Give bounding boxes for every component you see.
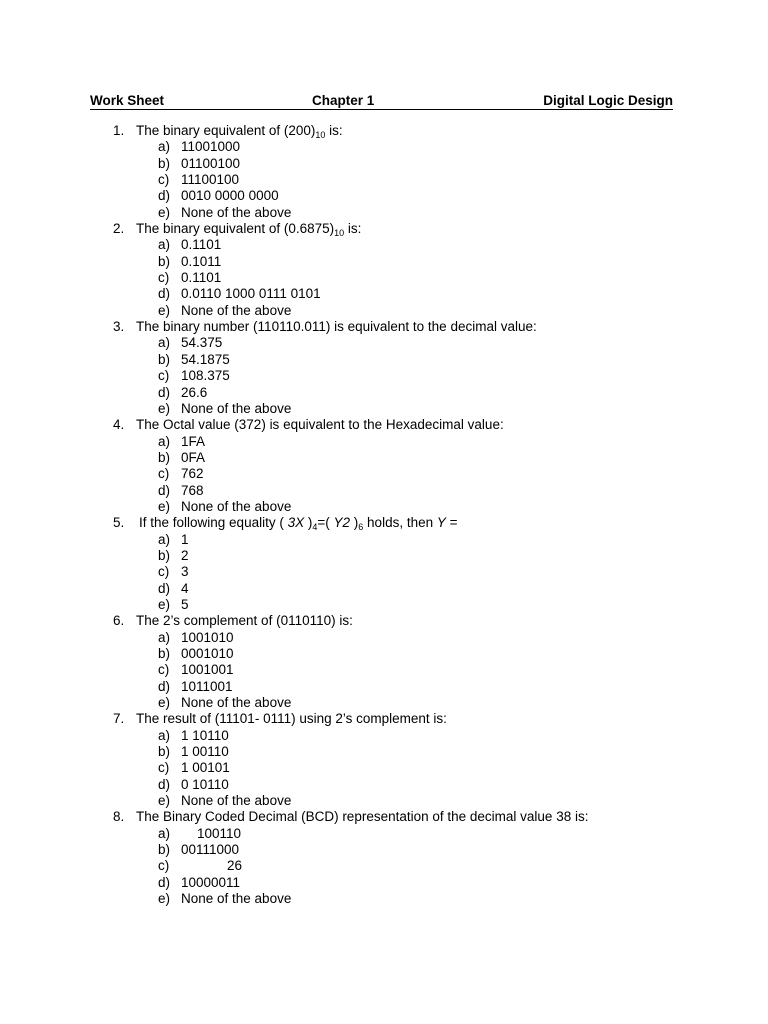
option-text: 26	[227, 858, 243, 874]
option-letter: d)	[158, 580, 171, 596]
option-3b	[0, 352, 768, 368]
header-chapter-label: Chapter 1	[312, 93, 375, 108]
option-5d	[0, 581, 768, 597]
option-text: 54.375	[181, 335, 223, 351]
option-letter: e)	[158, 891, 171, 907]
option-text: 5	[181, 596, 189, 612]
option-letter: a)	[158, 531, 171, 547]
option-text: 0.0110 1000 0111 0101	[181, 286, 321, 302]
option-letter: d)	[158, 776, 171, 792]
question-3	[0, 319, 768, 335]
question-number: 2.	[113, 221, 125, 237]
option-text: 1 10110	[181, 727, 229, 743]
option-letter: a)	[158, 237, 171, 253]
option-letter: c)	[158, 466, 170, 482]
option-text: 1	[181, 531, 189, 547]
option-text: 762	[181, 466, 204, 482]
option-6c	[0, 662, 768, 678]
question-text: The Binary Coded Decimal (BCD) representation of the decimal value 38 is:	[136, 809, 589, 825]
option-letter: d)	[158, 482, 171, 498]
option-letter: d)	[158, 678, 171, 694]
option-letter: a)	[158, 825, 171, 841]
question-number: 8.	[113, 809, 125, 825]
option-letter: d)	[158, 384, 171, 400]
option-letter: d)	[158, 188, 171, 204]
option-5e	[0, 597, 768, 613]
worksheet-header	[90, 92, 673, 110]
option-letter: e)	[158, 204, 171, 220]
option-8a	[0, 826, 768, 842]
option-5c	[0, 564, 768, 580]
option-8b	[0, 842, 768, 858]
option-letter: e)	[158, 596, 171, 612]
question-2	[0, 221, 768, 237]
option-2b	[0, 254, 768, 270]
option-6e	[0, 695, 768, 711]
option-text: 10000011	[181, 874, 241, 890]
question-text: If the following equality ( 3X )$_4=$( Y2 )$_6$ holds, then Y =	[139, 515, 458, 533]
option-text: None of the above	[181, 793, 292, 809]
option-letter: b)	[158, 155, 171, 171]
option-letter: a)	[158, 727, 171, 743]
option-1c	[0, 172, 768, 188]
option-letter: c)	[158, 760, 170, 776]
option-text: 1011001	[181, 678, 233, 694]
option-letter: a)	[158, 433, 171, 449]
question-number: 3.	[113, 319, 125, 335]
option-letter: c)	[158, 858, 170, 874]
option-letter: b)	[158, 449, 171, 465]
option-5a	[0, 532, 768, 548]
option-letter: e)	[158, 302, 171, 318]
option-text: 2	[181, 547, 189, 563]
option-text: 0001010	[181, 646, 234, 661]
option-text: 4	[181, 580, 189, 596]
question-number: 7.	[113, 711, 125, 727]
option-text: 100110	[197, 825, 242, 841]
option-text: None of the above	[181, 302, 292, 318]
option-7b	[0, 744, 768, 760]
option-text: 54.1875	[181, 351, 230, 367]
option-4c	[0, 466, 768, 482]
option-8c	[0, 858, 768, 874]
option-text: 11001000	[181, 139, 241, 155]
option-1a	[0, 139, 768, 155]
option-text: None of the above	[181, 498, 292, 514]
option-text: None of the above	[181, 400, 292, 416]
option-letter: b)	[158, 253, 171, 269]
option-text: 00111000	[181, 842, 240, 858]
option-text: 0.1101	[181, 237, 222, 253]
option-6d	[0, 679, 768, 695]
option-letter: c)	[158, 564, 170, 580]
option-letter: a)	[158, 139, 171, 155]
option-letter: b)	[158, 744, 171, 760]
option-letter: d)	[158, 286, 171, 302]
option-letter: c)	[158, 368, 170, 384]
option-text: 0010 0000 0000	[181, 188, 279, 204]
option-letter: c)	[158, 270, 170, 286]
option-text: 11100100	[181, 172, 240, 188]
option-letter: c)	[158, 662, 170, 678]
question-number: 1.	[113, 123, 125, 138]
question-text: The Octal value (372) is equivalent to the Hexadecimal value:	[136, 417, 504, 433]
question-6	[0, 613, 768, 629]
option-letter: b)	[158, 547, 171, 563]
option-7d	[0, 777, 768, 793]
option-text: 1001010	[181, 629, 234, 645]
question-text: The result of (11101- 0111) using 2’s complement is:	[136, 711, 447, 727]
option-2c	[0, 270, 768, 286]
question-number: 5.	[113, 515, 125, 531]
question-text: The binary equivalent of $(0.6875)_{10}$ is:	[136, 221, 362, 239]
option-3c	[0, 368, 768, 384]
question-text: The binary equivalent of $(200)_{10}$ is:	[136, 123, 343, 140]
option-3e	[0, 401, 768, 417]
option-text: 108.375	[181, 368, 230, 384]
option-4e	[0, 499, 768, 515]
option-1e	[0, 205, 768, 221]
option-7e	[0, 793, 768, 809]
question-text: The 2’s complement of (0110110) is:	[136, 613, 353, 629]
question-number: 4.	[113, 417, 125, 433]
option-2d	[0, 286, 768, 302]
option-text: 1 00101	[181, 760, 230, 776]
option-text: None of the above	[181, 204, 292, 220]
question-8	[0, 809, 768, 825]
option-2a	[0, 237, 768, 253]
option-text: None of the above	[181, 891, 292, 907]
option-6a	[0, 630, 768, 646]
option-7a	[0, 728, 768, 744]
option-letter: e)	[158, 400, 171, 416]
header-course-label: Digital Logic Design	[543, 93, 673, 108]
option-letter: b)	[158, 351, 171, 367]
option-4b	[0, 450, 768, 466]
option-text: 01100100	[181, 155, 241, 171]
option-8e	[0, 891, 768, 907]
option-2e	[0, 303, 768, 319]
option-letter: b)	[158, 646, 171, 661]
option-1d	[0, 188, 768, 204]
option-4d	[0, 483, 768, 499]
question-text: The binary number (110110.011) is equivalent to the decimal value:	[136, 319, 537, 335]
option-text: 768	[181, 482, 204, 498]
option-text: 0.1011	[181, 253, 222, 269]
option-letter: e)	[158, 793, 171, 809]
option-letter: c)	[158, 172, 170, 188]
option-letter: a)	[158, 629, 171, 645]
option-text: 0.1101	[181, 270, 222, 286]
option-text: 0FA	[181, 449, 206, 465]
option-4a	[0, 434, 768, 450]
option-letter: d)	[158, 874, 171, 890]
option-text: 1 00110	[181, 744, 229, 760]
question-1	[0, 123, 768, 139]
question-4	[0, 417, 768, 433]
option-text: None of the above	[181, 695, 292, 711]
option-8d	[0, 875, 768, 891]
option-letter: a)	[158, 335, 171, 351]
option-text: 3	[181, 564, 189, 580]
option-text: 1FA	[181, 433, 206, 449]
option-1b	[0, 156, 768, 172]
option-text: 1001001	[181, 662, 234, 678]
option-letter: e)	[158, 695, 171, 711]
option-text: 26.6	[181, 384, 208, 400]
header-worksheet-label: Work Sheet	[90, 93, 165, 108]
option-text: 0 10110	[181, 776, 229, 792]
option-7c	[0, 760, 768, 776]
option-3d	[0, 385, 768, 401]
option-letter: b)	[158, 842, 171, 858]
option-3a	[0, 335, 768, 351]
question-7	[0, 711, 768, 727]
option-6b	[0, 646, 768, 662]
question-5	[0, 515, 768, 531]
option-letter: e)	[158, 498, 171, 514]
question-list	[0, 123, 768, 908]
question-number: 6.	[113, 613, 125, 629]
option-5b	[0, 548, 768, 564]
